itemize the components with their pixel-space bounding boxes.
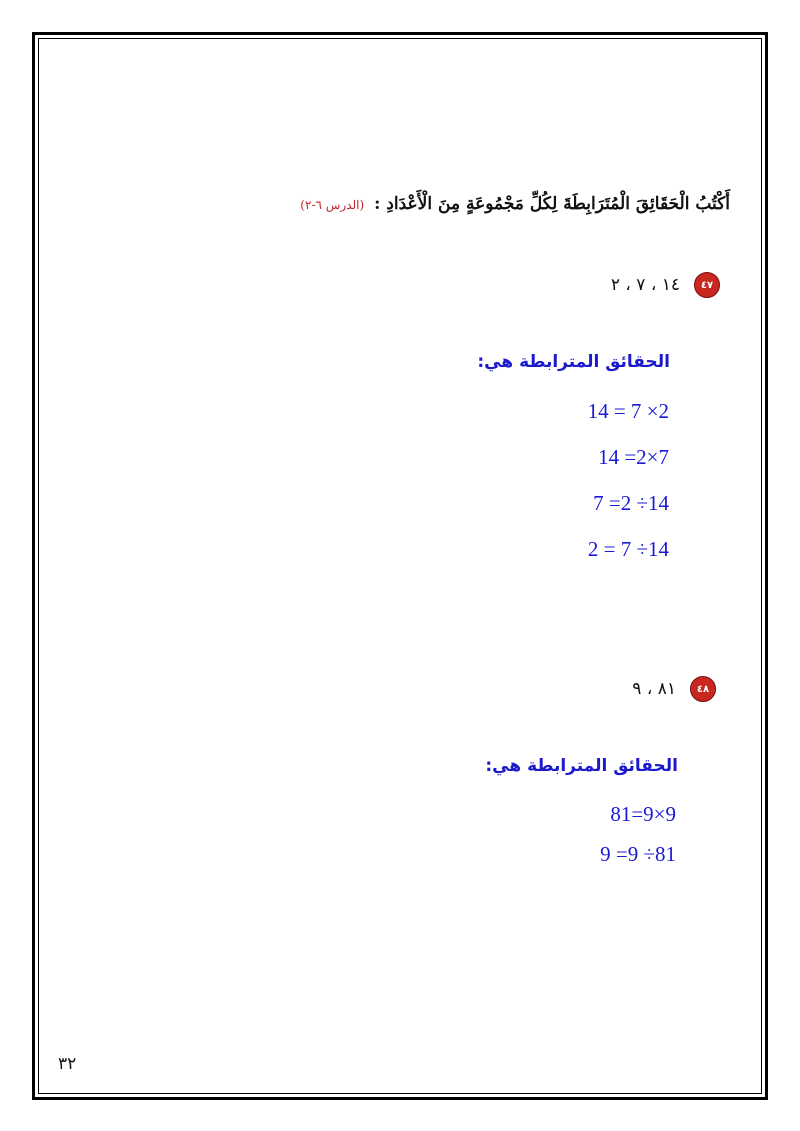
facts-heading: الحقائق المترابطة هي: (485, 756, 678, 776)
exercise-number-badge: ٤٨ (690, 676, 716, 702)
page-number: ٣٢ (58, 1054, 77, 1074)
equation: 81=9×9 (610, 802, 676, 826)
instruction-text: أَكْتُبُ الْحَقَائِقَ الْمُتَرَابِطَةَ لِكُلِّ مَجْمُوعَةٍ مِنَ الْأَعْدَادِ : (374, 194, 730, 214)
instruction-line (110, 194, 730, 214)
exercise-48 (632, 676, 716, 702)
equation: 14 =2×7 (598, 445, 669, 469)
equation: 9 =9 ÷81 (600, 842, 676, 866)
exercise-47 (611, 272, 720, 298)
facts-heading: الحقائق المترابطة هي: (477, 352, 670, 372)
exercise-number-badge: ٤٧ (694, 272, 720, 298)
equation: 14 = 7 ×2 (587, 399, 669, 423)
exercise-numbers: ١٤ ، ٧ ، ٢ (610, 275, 680, 295)
equation: 7 =2 ÷14 (593, 491, 669, 515)
exercise-numbers: ٨١ ، ٩ (632, 679, 676, 699)
lesson-reference: (الدرس ٦-٢) (300, 198, 365, 212)
equation: 2 = 7 ÷14 (587, 537, 669, 561)
